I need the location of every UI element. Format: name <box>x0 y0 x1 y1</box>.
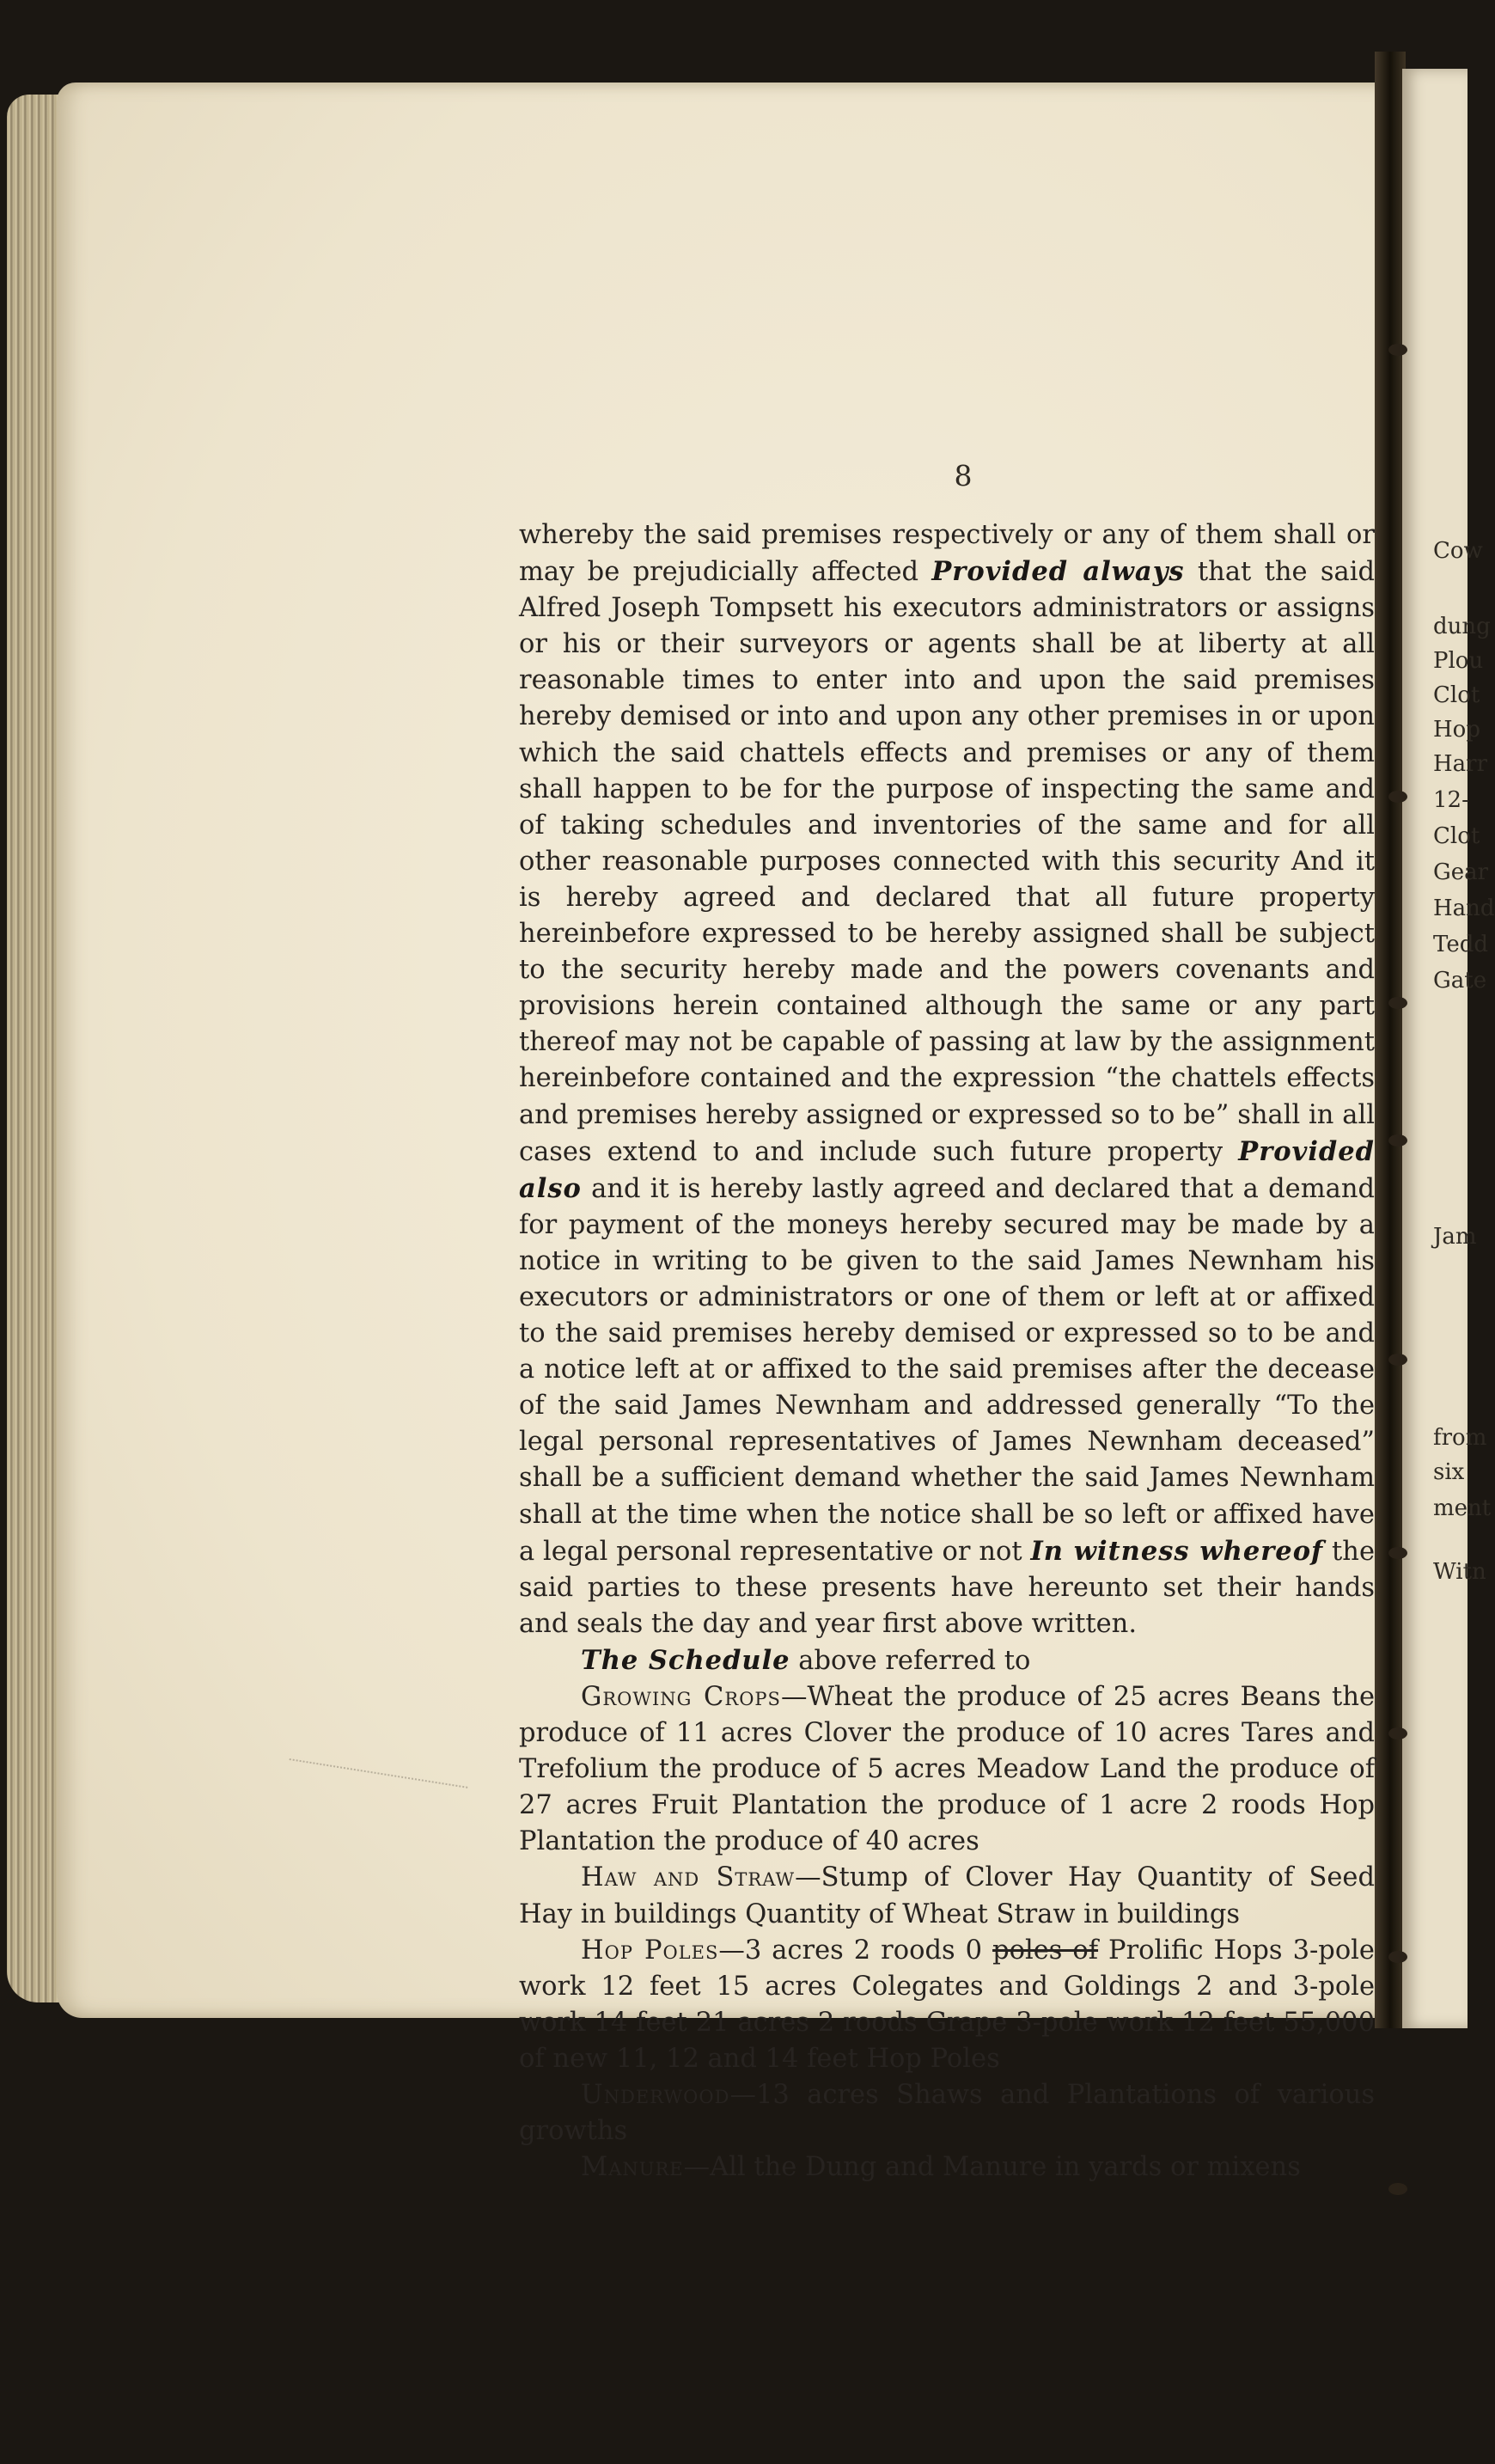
facing-fragment: 12- <box>1433 787 1469 813</box>
facing-fragment: Harr <box>1433 751 1488 777</box>
schedule-item-label: Growing Crops <box>581 1682 781 1712</box>
binding-stitch <box>1388 997 1407 1009</box>
facing-fragment: Hand <box>1433 896 1495 921</box>
binding-stitch <box>1388 2183 1407 2195</box>
facing-fragment: Jam <box>1433 1224 1477 1250</box>
text-run: that the said Alfred Joseph Tompsett his executors administrators or assigns or his or their surveyors or agents shall be at liberty at all reasonable times to enter into and upon the said premises hereby demised or into and upon any other premises in or upon which the said chattels effects and premises or any of them shall happen to be for the purpose of inspecting the same and of taking schedules and inventories of the same and for all other reasonable purposes connected with this security And it is hereby agreed and declared that all future property hereinbefore expressed to be hereby assigned shall be subject to the security hereby made and the powers covenants and provisions herein contained although the same or any part thereof may not be capable of passing at law by the assignment hereinbefore contained and the expression “the chattels effects and premises hereby assigned or expressed so to be” shall in all cases extend to and include such future property <box>519 557 1375 1167</box>
facing-fragment: Clot <box>1433 823 1480 849</box>
schedule-heading <box>519 1642 1375 1679</box>
facing-fragment: Gate <box>1433 968 1487 994</box>
schedule-item-text: —Stump of Clover Hay Quantity of Seed Hay in buildings Quantity of Wheat Straw in buildings <box>519 1862 1375 1929</box>
text-run: the said parties to these presents have hereunto set their hands and seals the day and year first above written. <box>519 1536 1375 1639</box>
facing-fragment: Witn <box>1433 1559 1486 1585</box>
schedule-item-label: Hop Poles <box>581 1935 719 1966</box>
binding-stitch <box>1388 344 1407 356</box>
schedule-item-text: Prolific Hops 3-pole work 12 feet 15 acres Colegates and Goldings 2 and 3-pole work 14 feet 21 acres 2 roods Grape 3-pole work 12 feet 55,000 of new 11, 12 and 14 feet Hop Poles <box>519 1935 1375 2074</box>
facing-fragment: Tedd <box>1433 932 1488 957</box>
page-number: 8 <box>954 459 973 492</box>
facing-fragment: Hop <box>1433 717 1480 743</box>
blackletter-provided-always: Provided always <box>931 556 1185 588</box>
binding-stitch <box>1388 1547 1407 1559</box>
binding-stitch <box>1388 1951 1407 1963</box>
deed-text <box>519 517 1375 2186</box>
text-run: whereby the said premises respectively or any of them shall or may be prejudicially affected <box>519 520 1375 588</box>
schedule-item-text: —13 acres Shaws and Plantations of various growths <box>519 2080 1375 2147</box>
facing-fragment: Cow <box>1433 538 1483 564</box>
blackletter-provided-also: Provided also <box>519 1135 1375 1204</box>
schedule-item-hop-poles <box>519 1933 1375 2077</box>
text-run: and it is hereby lastly agreed and declared that a demand for payment of the moneys hereby secured may be made by a notice in writing to be given to the said James Newnham his executors or administrators or one of them or left at or affixed to the said premises hereby demised or expressed so to be and a notice left at or affixed to the said premises after the decease of the said James Newnham and addressed generally “To the legal personal representatives of James Newnham deceased” shall be a sufficient demand whether the said James Newnham shall at the time when the notice shall be so left or affixed have a legal personal representative or not <box>519 1173 1375 1567</box>
facing-fragment: six <box>1433 1459 1465 1485</box>
schedule-item-label: Underwood <box>581 2080 730 2111</box>
binding-stitch <box>1388 1134 1407 1146</box>
schedule-item-manure <box>519 2149 1375 2186</box>
schedule-title: The Schedule <box>581 1644 790 1676</box>
binding-stitch <box>1388 791 1407 803</box>
facing-fragment: from <box>1433 1425 1487 1451</box>
binding-stitch <box>1388 1354 1407 1366</box>
facing-fragment: Plou <box>1433 648 1484 674</box>
struck-through-text: poles of <box>992 1935 1099 1966</box>
schedule-item-underwood <box>519 2077 1375 2149</box>
facing-fragment: ment <box>1433 1495 1492 1521</box>
schedule-item-text: —All the Dung and Manure in yards or mixens <box>683 2152 1301 2183</box>
facing-page-fragments <box>1430 0 1495 2464</box>
schedule-item-growing-crops <box>519 1679 1375 1860</box>
binding-stitch <box>1388 1727 1407 1739</box>
blackletter-in-witness: In witness whereof <box>1030 1535 1324 1567</box>
schedule-title-rest: above referred to <box>790 1645 1031 1676</box>
schedule-item-text: —3 acres 2 roods 0 <box>718 1935 993 1966</box>
facing-fragment: Clot <box>1433 682 1480 708</box>
schedule-item-label: Haw and Straw <box>581 1862 796 1893</box>
deed-paragraph <box>519 517 1375 1642</box>
schedule-item-haw-and-straw <box>519 1860 1375 1932</box>
schedule-item-label: Manure <box>581 2152 684 2183</box>
facing-fragment: dung <box>1433 614 1491 639</box>
facing-fragment: Gear <box>1433 859 1489 885</box>
schedule-item-text: —Wheat the produce of 25 acres Beans the produce of 11 acres Clover the produce of 10 acres Tares and Trefolium the produce of 5 acres Meadow Land the produce of 27 acres Fruit Plantation the produce of 1 acre 2 roods Hop Plantation the produce of 40 acres <box>519 1682 1376 1857</box>
